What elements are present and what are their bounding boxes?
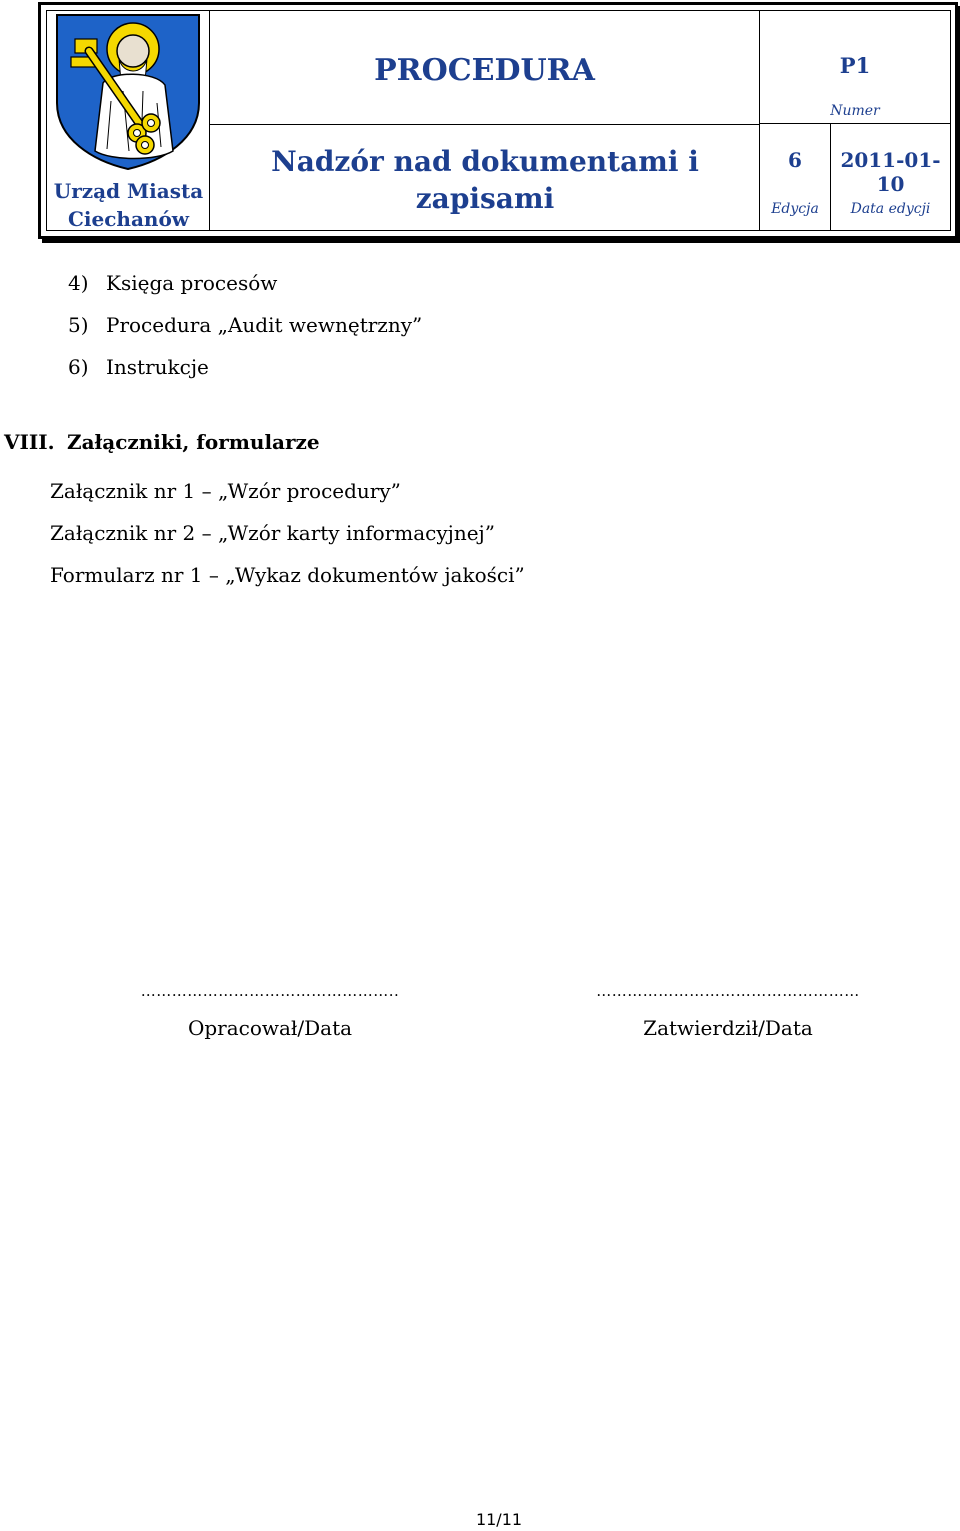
- date-label: Data edycji: [850, 201, 931, 217]
- attachment-item: Załącznik nr 2 – „Wzór karty informacyjnej”: [50, 521, 495, 545]
- procedure-title-line1: Nadzór nad dokumentami i: [271, 145, 699, 178]
- page-number: 11/11: [475, 1510, 523, 1529]
- signature-label: Opracował/Data: [187, 1016, 353, 1040]
- title-divider: [210, 124, 759, 125]
- signature-line: ……………………………………………: [596, 982, 860, 1000]
- section-number: VIII.: [4, 430, 55, 454]
- coat-of-arms-icon: [53, 11, 203, 171]
- signature-prepared: [120, 980, 420, 1040]
- attachment-list: [50, 470, 525, 596]
- procedure-title: [250, 143, 720, 217]
- list-item: [68, 262, 422, 304]
- procedure-label: PROCEDURA: [374, 53, 595, 88]
- number-label: Numer: [830, 103, 880, 119]
- org-name-line1: Urząd Miasta: [53, 179, 204, 203]
- list-item-text: Procedura „Audit wewnętrzny”: [106, 313, 423, 337]
- section-title: Załączniki, formularze: [67, 430, 320, 454]
- edition-label: Edycja: [771, 201, 819, 217]
- edition-value: 6: [788, 148, 802, 172]
- list-item-number: 5): [68, 313, 89, 337]
- procedure-title-line2: zapisami: [415, 182, 555, 215]
- title-cell: [210, 11, 760, 230]
- org-name: [47, 177, 210, 233]
- list-item-number: 4): [68, 271, 89, 295]
- list-item: [68, 304, 422, 346]
- procedure-number: P1: [839, 53, 871, 78]
- list-item-text: Księga procesów: [106, 271, 278, 295]
- list-item: [68, 346, 422, 388]
- date-cell: [831, 124, 950, 230]
- attachment-item: Załącznik nr 1 – „Wzór procedury”: [50, 479, 401, 503]
- edition-date: 2011-01-10: [840, 148, 941, 196]
- section-heading: [4, 430, 320, 454]
- attachment-item: Formularz nr 1 – „Wykaz dokumentów jakości”: [50, 563, 525, 587]
- logo-cell: [47, 11, 210, 230]
- reference-list: [68, 262, 422, 388]
- header-inner-frame: [46, 10, 951, 231]
- signature-label: Zatwierdził/Data: [643, 1016, 813, 1040]
- edition-cell: [760, 124, 831, 230]
- list-item-text: Instrukcje: [106, 355, 209, 379]
- signature-line: …………………………………………..: [140, 982, 400, 1000]
- list-item-number: 6): [68, 355, 89, 379]
- number-cell: [760, 11, 950, 124]
- header-table: [38, 2, 958, 239]
- org-name-line2: Ciechanów: [67, 207, 189, 231]
- signature-approved: [576, 980, 880, 1040]
